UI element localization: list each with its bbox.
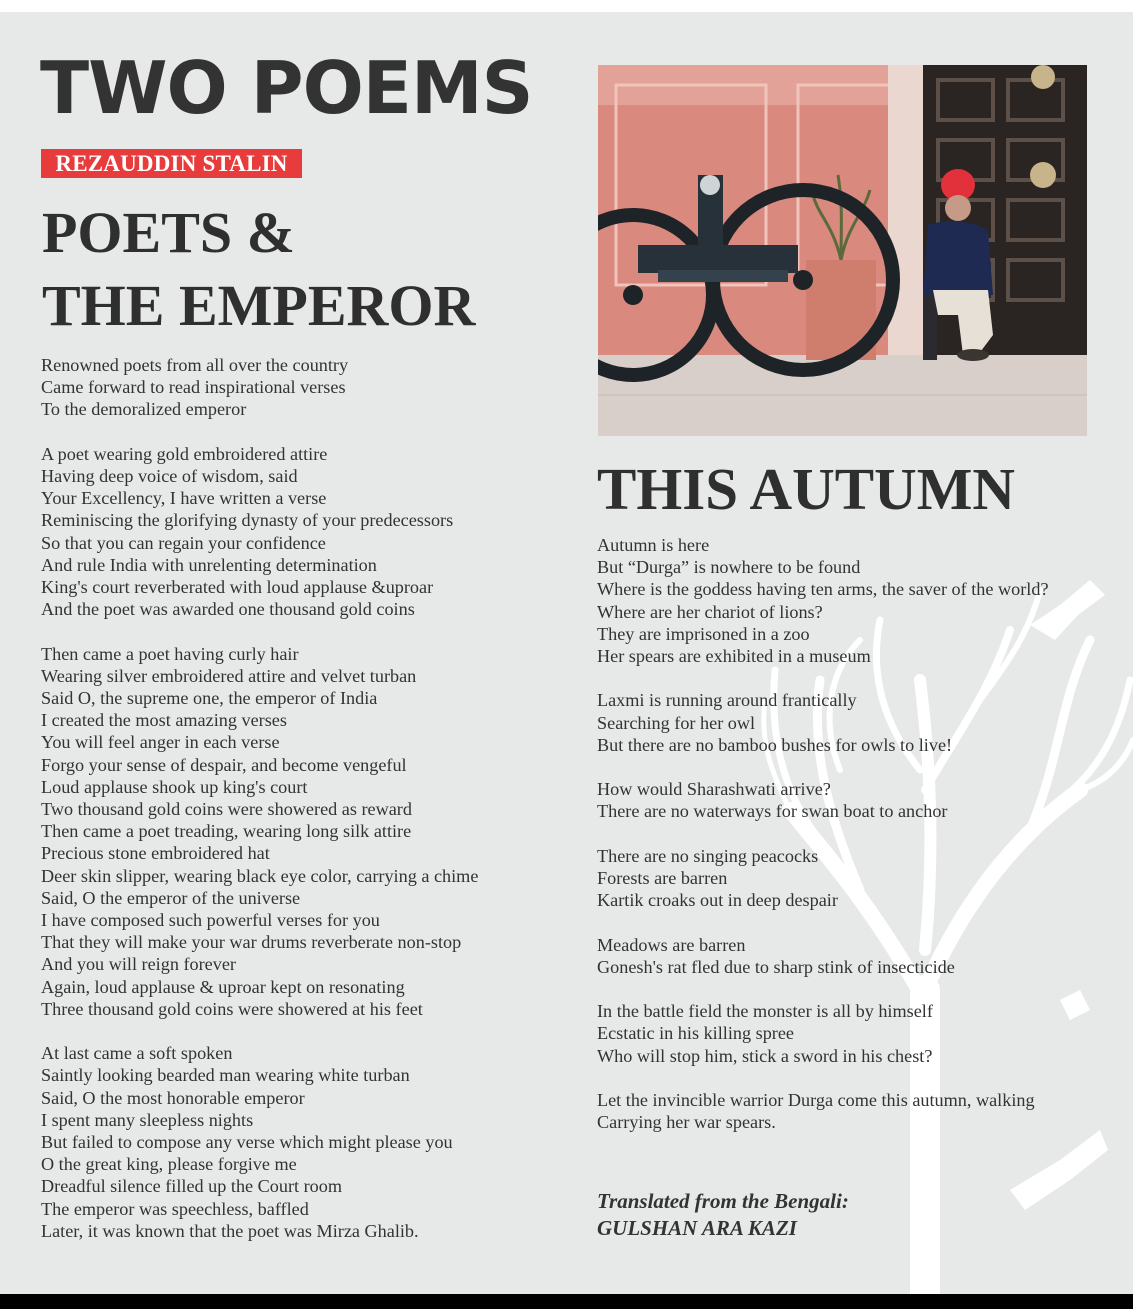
poem-line: At last came a soft spoken <box>41 1043 233 1064</box>
poem-line: Said, O the emperor of the universe <box>41 887 301 908</box>
stanza <box>597 689 1063 756</box>
poem-line: Where are her chariot of lions? <box>597 601 823 622</box>
stanza <box>597 845 1063 912</box>
poem-line: I created the most amazing verses <box>41 710 287 731</box>
poem-line: Came forward to read inspirational verses <box>41 377 346 398</box>
cannon-doorway-photo <box>598 65 1087 436</box>
poem-line: Her spears are exhibited in a museum <box>597 646 871 667</box>
poem-line: But “Durga” is nowhere to be found <box>597 557 861 578</box>
poem-line: But there are no bamboo bushes for owls to live! <box>597 734 953 755</box>
poem-line: Said, O the most honorable emperor <box>41 1087 305 1108</box>
poem-line: But failed to compose any verse which might please you <box>41 1132 453 1153</box>
author-badge: REZAUDDIN STALIN <box>41 149 302 178</box>
poem-line: And rule India with unrelenting determination <box>41 554 377 575</box>
poem-line: Again, loud applause & uproar kept on resonating <box>41 976 405 997</box>
poem-line: Searching for her owl <box>597 712 756 733</box>
poem-line: Deer skin slipper, wearing black eye color, carrying a chime <box>41 865 479 886</box>
page-title: TWO POEMS <box>40 46 533 130</box>
poem-line: There are no singing peacocks <box>597 845 819 866</box>
poem-line: Then came a poet having curly hair <box>41 643 299 664</box>
poem-line: I spent many sleepless nights <box>41 1109 254 1130</box>
credit-translator: GULSHAN ARA KAZI <box>597 1216 797 1240</box>
poem-line: Gonesh's rat fled due to sharp stink of insecticide <box>597 956 955 977</box>
poem-line: Two thousand gold coins were showered as reward <box>41 799 412 820</box>
poem-line: Let the invincible warrior Durga come this autumn, walking <box>597 1089 1035 1110</box>
stanza <box>41 443 478 621</box>
poem-line: And the poet was awarded one thousand gold coins <box>41 599 415 620</box>
poem-line: Three thousand gold coins were showered at his feet <box>41 998 423 1019</box>
poem-line: Carrying her war spears. <box>597 1112 776 1133</box>
poem1-title-line2: THE EMPEROR <box>42 273 476 338</box>
poem-line: Your Excellency, I have written a verse <box>41 488 327 509</box>
poem-line: So that you can regain your confidence <box>41 532 326 553</box>
poem-line: Precious stone embroidered hat <box>41 843 270 864</box>
poem-line: Ecstatic in his killing spree <box>597 1023 794 1044</box>
poem-line: Who will stop him, stick a sword in his chest? <box>597 1045 933 1066</box>
poem1-body <box>41 354 478 1264</box>
poem-line: Then came a poet treading, wearing long silk attire <box>41 821 412 842</box>
poem-line: Autumn is here <box>597 535 710 555</box>
poem-line: Said O, the supreme one, the emperor of India <box>41 688 378 709</box>
poem1-title-line1: POETS & <box>42 200 295 265</box>
stanza <box>597 1089 1063 1133</box>
poem-line: King's court reverberated with loud applause &uproar <box>41 577 434 598</box>
poem-line: Having deep voice of wisdom, said <box>41 466 298 486</box>
translation-credit <box>597 1188 849 1242</box>
poem2-body <box>597 534 1063 1156</box>
poem-line: Meadows are barren <box>597 934 746 955</box>
poem-line: Forests are barren <box>597 868 728 888</box>
poem-line: How would Sharashwati arrive? <box>597 779 831 800</box>
stanza <box>41 643 478 1020</box>
illustration-photo <box>598 65 1087 436</box>
poem-line: And you will reign forever <box>41 954 236 975</box>
poem-line: In the battle field the monster is all by himself <box>597 1001 933 1022</box>
poem-line: Loud applause shook up king's court <box>41 776 308 797</box>
poem-line: There are no waterways for swan boat to anchor <box>597 801 948 822</box>
poem-line: A poet wearing gold embroidered attire <box>41 443 328 464</box>
poem-line: Where is the goddess having ten arms, the saver of the world? <box>597 579 1049 600</box>
poem-line: You will feel anger in each verse <box>41 732 280 753</box>
poem-line: They are imprisoned in a zoo <box>597 623 810 644</box>
poem-line: Reminiscing the glorifying dynasty of your predecessors <box>41 510 454 531</box>
stanza <box>41 354 478 421</box>
poem-line: The emperor was speechless, baffled <box>41 1198 309 1219</box>
poem1-title <box>42 196 475 342</box>
stanza <box>597 934 1063 978</box>
poem-line: Dreadful silence filled up the Court room <box>41 1176 343 1197</box>
top-border <box>0 0 1133 12</box>
stanza <box>41 1042 478 1242</box>
poem2-title: THIS AUTUMN <box>597 456 1015 522</box>
poem-line: Saintly looking bearded man wearing white turban <box>41 1065 410 1086</box>
poem-line: Renowned poets from all over the country <box>41 355 349 375</box>
poem-line: To the demoralized emperor <box>41 399 247 420</box>
poem-line: Forgo your sense of despair, and become vengeful <box>41 754 407 775</box>
stanza <box>597 778 1063 822</box>
poem-line: Wearing silver embroidered attire and velvet turban <box>41 665 417 686</box>
bottom-border <box>0 1294 1133 1309</box>
stanza <box>597 534 1063 667</box>
poem-line: Later, it was known that the poet was Mirza Ghalib. <box>41 1220 419 1241</box>
credit-line1: Translated from the Bengali: <box>597 1189 849 1213</box>
poem-line: Laxmi is running around frantically <box>597 690 857 711</box>
poem-line: Kartik croaks out in deep despair <box>597 890 838 911</box>
poem-line: I have composed such powerful verses for you <box>41 910 380 931</box>
stanza <box>597 1000 1063 1067</box>
poem-line: O the great king, please forgive me <box>41 1154 297 1175</box>
poem-line: That they will make your war drums reverberate non-stop <box>41 932 462 953</box>
